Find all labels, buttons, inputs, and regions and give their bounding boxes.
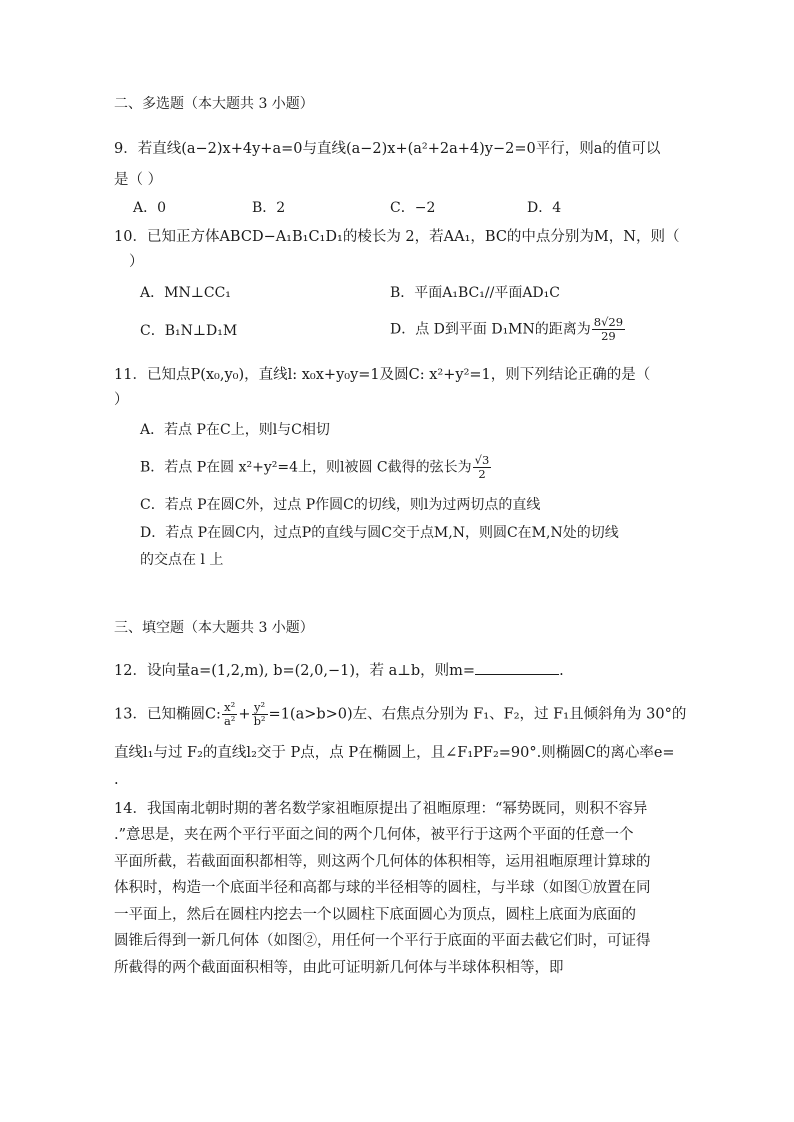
section-title-fill-in: 三、填空题（本大题共 3 小题） [114,620,314,636]
q9-option-b[interactable]: B．2 [252,200,286,216]
q13-stem-line3: . [114,772,119,788]
fraction-denominator: b² [253,714,266,728]
fraction-denominator: a² [223,714,236,728]
q13-post: =1(a>b>0)左、右焦点分别为 F₁、F₂，过 F₁且倾斜角为 30°的 [268,706,687,723]
q11-option-c[interactable]: C．若点 P在圆C外，过点 P作圆C的切线，则l为过两切点的直线 [140,497,541,513]
q11-option-b-text: B．若点 P在圆 x²+y²=4上，则l被圆 C截得的弦长为 [140,459,472,476]
section-title-multiple-choice: 二、多选题（本大题共 3 小题） [114,96,314,112]
q12-text: 12．设向量a=(1,2,m), b=(2,0,−1)，若 a⊥b，则m= [114,663,476,679]
fraction-numerator: y² [252,701,268,715]
q9-stem-line1: 9．若直线(a−2)x+4y+a=0与直线(a−2)x+(a²+2a+4)y−2=0平行，则a的值可以 [114,141,661,157]
q9-option-c[interactable]: C．−2 [390,200,436,216]
fraction-denominator: 2 [478,467,486,481]
q12-answer-blank[interactable] [475,660,559,675]
q13-fraction-x [222,701,237,728]
q13-stem-line2: 直线l₁与过 F₂的直线l₂交于 P点，点 P在椭圆上，且∠F₁PF₂=90°.则椭圆C的离心率e= [114,745,675,761]
q11-option-b[interactable] [140,454,492,481]
q14-line: 圆锥后得到一新几何体（如图②，用任何一个平行于底面的平面去截它们时，可证得 [114,933,651,949]
q10-option-d[interactable] [390,316,626,343]
q9-option-d[interactable]: D．4 [527,200,562,216]
q14-line: 体积时，构造一个底面半径和高都与球的半径相等的圆柱，与半球（如图①放置在同 [114,880,651,896]
q11-stem-line2: ） [114,392,129,408]
q13-stem-line1 [114,701,686,728]
fraction-numerator: 8√29 [593,315,624,329]
q11-stem-line1: 11．已知点P(x₀,y₀)，直线l: x₀x+y₀y=1及圆C: x²+y²=1，则下列结论正确的是（ [114,367,651,383]
fraction-numerator: x² [222,701,237,715]
fraction-numerator: √3 [474,453,490,467]
q10-option-d-text: D．点 D到平面 D₁MN的距离为 [390,321,591,338]
q11-option-a[interactable]: A．若点 P在C上，则l与C相切 [140,422,330,438]
fraction-denominator: 29 [601,329,616,343]
q10-option-d-fraction [592,316,625,343]
q10-option-a[interactable]: A．MN⊥CC₁ [140,285,231,301]
q11-option-d-line2: 的交点在 l 上 [140,552,224,568]
q12-stem [114,660,564,681]
q9-option-a[interactable]: A．0 [133,200,167,216]
q14-line: 平面所截，若截面面积都相等，则这两个几何体的体积相等，运用祖暅原理计算球的 [114,854,651,870]
q10-stem-line2: ） [129,254,144,270]
q13-fraction-y [252,701,268,728]
q13-plus: + [238,706,251,723]
q14-line: 14．我国南北朝时期的著名数学家祖暅原提出了祖暅原理：“幂势既同，则积不容异 [114,801,648,817]
q13-pre: 13．已知椭圆C: [114,706,221,723]
q11-option-d-line1[interactable]: D．若点 P在圆C内，过点P的直线与圆C交于点M,N，则圆C在M,N处的切线 [140,525,619,541]
q9-stem-line2: 是（ ） [114,172,163,188]
q10-option-c[interactable]: C．B₁N⊥D₁M [140,323,238,339]
q11-option-b-fraction [473,454,492,481]
q10-option-b[interactable]: B．平面A₁BC₁//平面AD₁C [390,285,560,301]
q14-line: 一平面上，然后在圆柱内挖去一个以圆柱下底面圆心为顶点，圆柱上底面为底面的 [114,907,636,923]
q14-line: 所截得的两个截面面积相等，由此可证明新几何体与半球体积相等，即 [114,960,564,976]
q12-end: . [559,663,564,679]
q14-line: .”意思是，夹在两个平行平面之间的两个几何体，被平行于这两个平面的任意一个 [114,827,634,843]
q10-stem-line1: 10．已知正方体ABCD−A₁B₁C₁D₁的棱长为 2，若AA₁，BC的中点分别为M，N，则（ [114,229,680,245]
